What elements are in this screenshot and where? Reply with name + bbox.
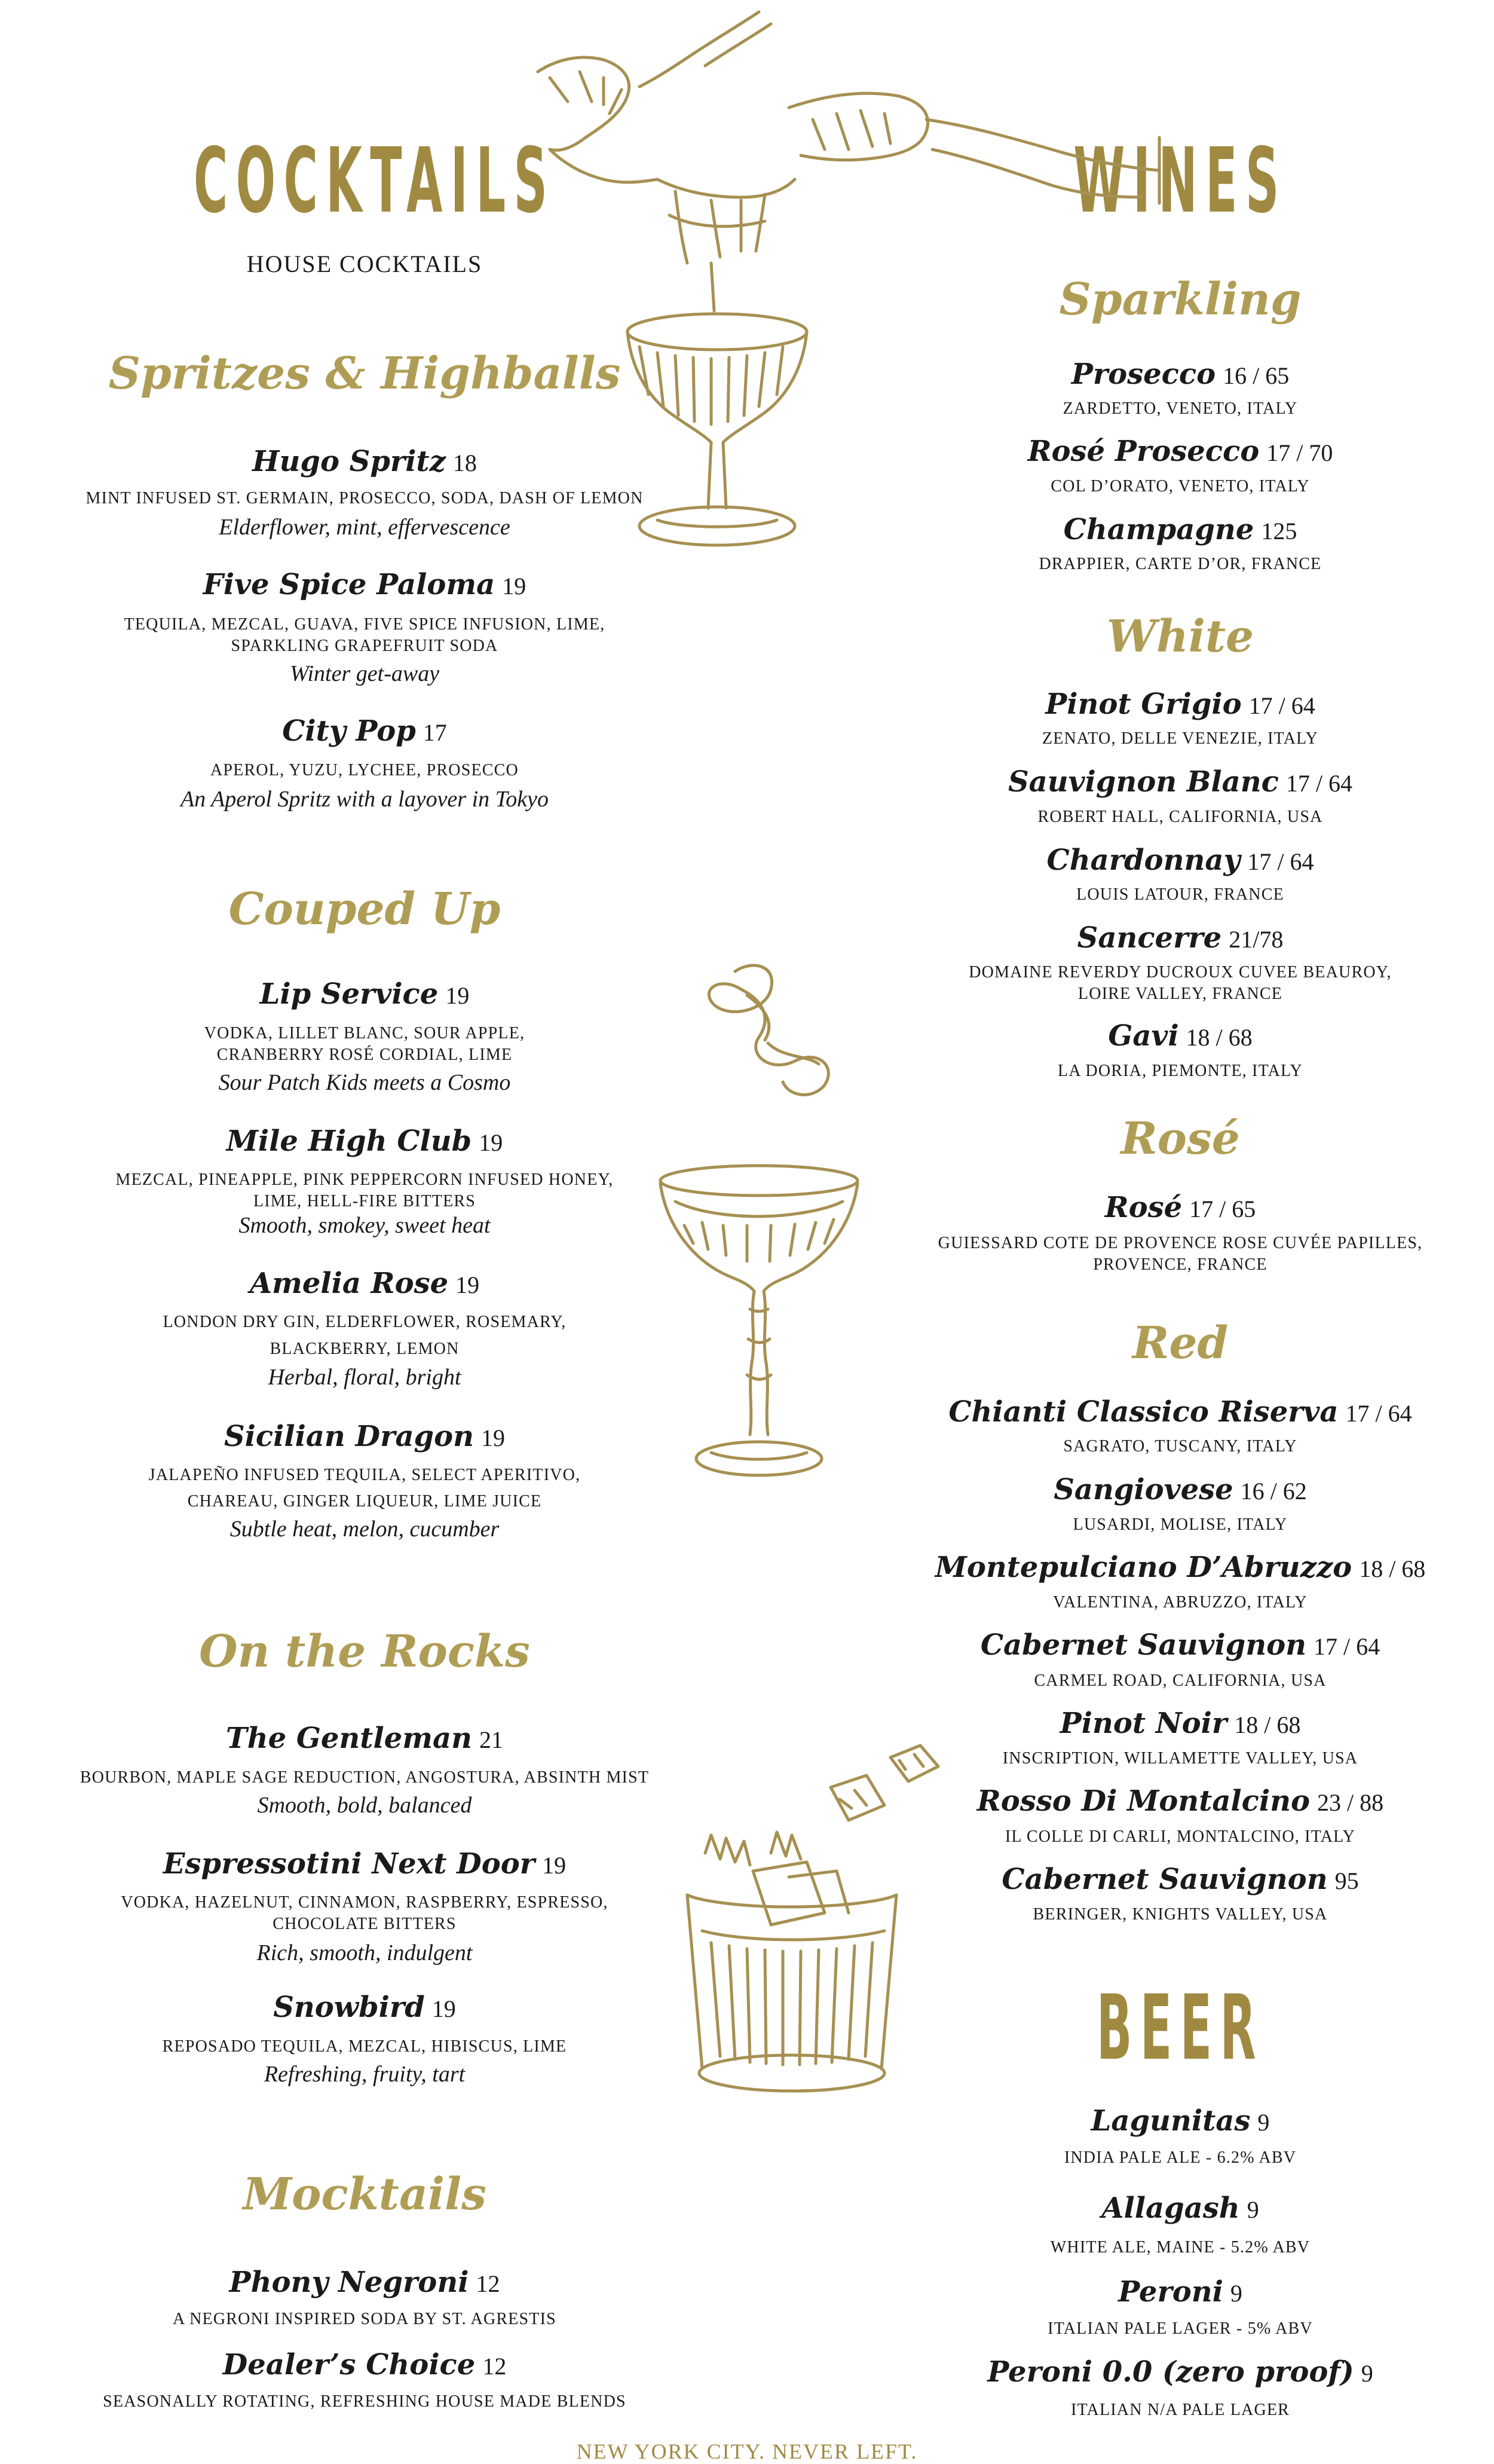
item-price: 9 bbox=[1361, 2360, 1373, 2387]
item-name: Hugo Spritz bbox=[252, 445, 446, 478]
item-producer: LOUIS LATOUR, FRANCE bbox=[1076, 885, 1284, 904]
item-ingredients: CHOCOLATE BITTERS bbox=[273, 1915, 457, 1933]
item-name: Champagne bbox=[1063, 513, 1254, 546]
item-producer: BERINGER, KNIGHTS VALLEY, USA bbox=[1033, 1905, 1328, 1924]
wine-item-sauvignon-blanc bbox=[884, 765, 1476, 799]
item-tagline: Winter get-away bbox=[289, 661, 440, 686]
beer-title: BEER bbox=[1096, 1976, 1265, 2080]
item-ingredients: LONDON DRY GIN, ELDERFLOWER, ROSEMARY, bbox=[163, 1313, 567, 1331]
item-ingredients: TEQUILA, MEZCAL, GUAVA, FIVE SPICE INFUSION, LIME, bbox=[124, 615, 605, 634]
item-producer: ROBERT HALL, CALIFORNIA, USA bbox=[1037, 808, 1323, 826]
item-tagline: Smooth, bold, balanced bbox=[257, 1793, 472, 1818]
item-ingredients: SEASONALLY ROTATING, REFRESHING HOUSE MADE BLENDS bbox=[103, 2392, 626, 2411]
item-producer: INSCRIPTION, WILLAMETTE VALLEY, USA bbox=[1002, 1749, 1358, 1768]
wine-item-chianti-classico-riserva bbox=[884, 1395, 1476, 1429]
item-ingredients: APEROL, YUZU, LYCHEE, PROSECCO bbox=[210, 761, 519, 779]
item-tagline: Smooth, smokey, sweet heat bbox=[238, 1213, 491, 1238]
section-title-white: White bbox=[1106, 611, 1254, 662]
item-name: Mile High Club bbox=[226, 1124, 472, 1158]
item-name: Pinot Noir bbox=[1060, 1707, 1227, 1740]
item-price: 17 / 64 bbox=[1345, 1400, 1412, 1427]
item-price: 17 / 65 bbox=[1189, 1196, 1256, 1222]
item-name: Lagunitas bbox=[1091, 2104, 1251, 2138]
item-ingredients: VODKA, HAZELNUT, CINNAMON, RASPBERRY, ESPRESSO, bbox=[121, 1893, 608, 1912]
item-name: Phony Negroni bbox=[229, 2266, 469, 2299]
item-producer: COL D’ORATO, VENETO, ITALY bbox=[1051, 477, 1310, 496]
item-style: WHITE ALE, MAINE - 5.2% ABV bbox=[1050, 2238, 1311, 2257]
item-name: Five Spice Paloma bbox=[203, 568, 495, 601]
item-name: Amelia Rose bbox=[249, 1267, 449, 1300]
item-price: 18 / 68 bbox=[1359, 1555, 1426, 1582]
wine-item-sancerre bbox=[884, 921, 1476, 955]
item-producer: PROVENCE, FRANCE bbox=[1093, 1255, 1268, 1274]
item-tagline: Sour Patch Kids meets a Cosmo bbox=[218, 1070, 511, 1095]
item-tagline: Elderflower, mint, effervescence bbox=[219, 515, 510, 540]
item-name: The Gentleman bbox=[225, 1722, 473, 1755]
item-price: 21/78 bbox=[1229, 926, 1284, 953]
item-name: Peroni bbox=[1118, 2275, 1223, 2309]
item-price: 19 bbox=[481, 1424, 506, 1451]
item-producer: DOMAINE REVERDY DUCROUX CUVEE BEAUROY, bbox=[969, 963, 1392, 982]
item-price: 18 / 68 bbox=[1234, 1711, 1301, 1738]
item-ingredients: MEZCAL, PINEAPPLE, PINK PEPPERCORN INFUSED HONEY, bbox=[115, 1170, 614, 1189]
item-name: Gavi bbox=[1108, 1019, 1179, 1053]
item-ingredients: JALAPEÑO INFUSED TEQUILA, SELECT APERITIVO, bbox=[148, 1466, 581, 1484]
item-price: 9 bbox=[1257, 2109, 1270, 2136]
house-cocktails-subtitle: HOUSE COCKTAILS bbox=[246, 250, 483, 277]
wine-item-cabernet-sauvignon bbox=[884, 1628, 1476, 1662]
item-ingredients: A NEGRONI INSPIRED SODA BY ST. AGRESTIS bbox=[173, 2310, 556, 2328]
item-price: 21 bbox=[479, 1726, 504, 1753]
menu-item-mile-high-club bbox=[36, 1124, 693, 1158]
item-name: Cabernet Sauvignon bbox=[980, 1628, 1307, 1662]
item-price: 18 bbox=[452, 450, 477, 476]
beer-item-lagunitas bbox=[884, 2104, 1476, 2138]
pouring-hand-illustration bbox=[514, 0, 1291, 574]
item-producer: VALENTINA, ABRUZZO, ITALY bbox=[1053, 1593, 1308, 1612]
beer-item-peroni bbox=[884, 2275, 1476, 2309]
item-price: 9 bbox=[1230, 2280, 1242, 2307]
item-tagline: Rich, smooth, indulgent bbox=[256, 1940, 473, 1965]
cocktail-glass-illustration bbox=[651, 1160, 867, 1494]
item-price: 23 / 88 bbox=[1317, 1789, 1384, 1816]
item-name: Sangiovese bbox=[1054, 1473, 1233, 1506]
section-title-rose: Rosé bbox=[1120, 1113, 1240, 1164]
menu-item-sicilian-dragon bbox=[36, 1420, 693, 1453]
item-name: Prosecco bbox=[1071, 357, 1216, 391]
item-producer: LOIRE VALLEY, FRANCE bbox=[1077, 985, 1283, 1003]
item-price: 17 bbox=[423, 719, 447, 746]
wine-item-gavi bbox=[884, 1019, 1476, 1053]
item-name: City Pop bbox=[282, 714, 416, 748]
menu-item-amelia-rose bbox=[36, 1267, 693, 1300]
item-style: INDIA PALE ALE - 6.2% ABV bbox=[1064, 2148, 1297, 2167]
wine-item-montepulciano-dabruzzo bbox=[884, 1551, 1476, 1584]
item-price: 16 / 65 bbox=[1223, 362, 1290, 389]
item-name: Dealer’s Choice bbox=[222, 2348, 476, 2382]
item-tagline: Subtle heat, melon, cucumber bbox=[229, 1517, 500, 1542]
item-price: 16 / 62 bbox=[1240, 1478, 1307, 1505]
section-title-mocktails: Mocktails bbox=[243, 2169, 486, 2220]
item-ingredients: CHAREAU, GINGER LIQUEUR, LIME JUICE bbox=[187, 1492, 542, 1511]
item-name: Pinot Grigio bbox=[1045, 687, 1242, 721]
item-price: 17 / 64 bbox=[1285, 770, 1353, 797]
section-title-on-the-rocks: On the Rocks bbox=[199, 1626, 530, 1677]
item-price: 17 / 70 bbox=[1266, 439, 1333, 466]
item-name: Espressotini Next Door bbox=[163, 1847, 535, 1881]
item-price: 19 bbox=[542, 1852, 567, 1879]
item-ingredients: CRANBERRY ROSÉ CORDIAL, LIME bbox=[216, 1045, 513, 1064]
section-title-couped-up: Couped Up bbox=[228, 884, 501, 935]
item-price: 19 bbox=[445, 982, 470, 1009]
item-price: 17 / 64 bbox=[1248, 692, 1315, 719]
item-name: Rosé Prosecco bbox=[1027, 435, 1260, 468]
item-price: 19 bbox=[479, 1129, 503, 1156]
item-producer: IL COLLE DI CARLI, MONTALCINO, ITALY bbox=[1005, 1827, 1356, 1846]
item-name: Chianti Classico Riserva bbox=[948, 1395, 1339, 1429]
item-name: Cabernet Sauvignon bbox=[1002, 1863, 1328, 1896]
item-price: 12 bbox=[482, 2353, 507, 2380]
section-title-red: Red bbox=[1132, 1317, 1229, 1369]
item-producer: ZARDETTO, VENETO, ITALY bbox=[1063, 399, 1298, 418]
item-name: Sicilian Dragon bbox=[224, 1420, 474, 1453]
item-tagline: An Aperol Spritz with a layover in Tokyo bbox=[180, 787, 549, 812]
wines-title: WINES bbox=[1073, 129, 1287, 233]
item-tagline: Herbal, floral, bright bbox=[268, 1365, 461, 1390]
wine-item-chardonnay bbox=[884, 843, 1476, 877]
menu-item-city-pop bbox=[36, 714, 693, 748]
item-price: 12 bbox=[476, 2270, 500, 2297]
item-price: 19 bbox=[431, 1995, 456, 2022]
menu-item-phony-negroni bbox=[36, 2266, 693, 2299]
item-ingredients: BLACKBERRY, LEMON bbox=[270, 1340, 460, 1358]
item-price: 17 / 64 bbox=[1247, 848, 1314, 875]
item-producer: LUSARDI, MOLISE, ITALY bbox=[1073, 1515, 1288, 1534]
item-ingredients: LIME, HELL-FIRE BITTERS bbox=[253, 1192, 476, 1210]
menu-item-dealers-choice bbox=[36, 2348, 693, 2382]
item-ingredients: VODKA, LILLET BLANC, SOUR APPLE, bbox=[204, 1024, 525, 1043]
beer-item-allagash bbox=[884, 2191, 1476, 2225]
wine-item-pinot-grigio bbox=[884, 687, 1476, 721]
menu-item-lip-service bbox=[36, 977, 693, 1011]
rocks-glass-illustration bbox=[669, 1734, 980, 2104]
citrus-twist-illustration bbox=[699, 953, 855, 1109]
item-price: 19 bbox=[455, 1271, 480, 1298]
wine-item-rose bbox=[884, 1191, 1476, 1224]
item-ingredients: MINT INFUSED ST. GERMAIN, PROSECCO, SODA, DASH OF LEMON bbox=[85, 489, 644, 508]
item-ingredients: SPARKLING GRAPEFRUIT SODA bbox=[231, 637, 498, 655]
item-tagline: Refreshing, fruity, tart bbox=[264, 2062, 466, 2087]
item-producer: CARMEL ROAD, CALIFORNIA, USA bbox=[1034, 1671, 1327, 1690]
menu-item-the-gentleman bbox=[36, 1722, 693, 1755]
menu-item-snowbird bbox=[36, 1991, 693, 2024]
wine-item-sangiovese bbox=[884, 1473, 1476, 1506]
footer-tagline: NEW YORK CITY. NEVER LEFT. bbox=[576, 2439, 918, 2463]
item-name: Rosé bbox=[1104, 1191, 1183, 1224]
item-ingredients: REPOSADO TEQUILA, MEZCAL, HIBISCUS, LIME bbox=[162, 2037, 567, 2056]
item-price: 17 / 64 bbox=[1314, 1633, 1380, 1660]
item-producer: GUIESSARD COTE DE PROVENCE ROSE CUVÉE PAPILLES, bbox=[938, 1234, 1423, 1252]
cocktails-title: COCKTAILS bbox=[194, 129, 556, 233]
item-name: Rosso Di Montalcino bbox=[976, 1784, 1311, 1818]
menu-item-espressotini-next-door bbox=[36, 1847, 693, 1881]
item-style: ITALIAN PALE LAGER - 5% ABV bbox=[1048, 2319, 1313, 2338]
item-producer: DRAPPIER, CARTE D’OR, FRANCE bbox=[1039, 555, 1322, 573]
section-title-spritzes-highballs: Spritzes & Highballs bbox=[108, 348, 621, 399]
item-style: ITALIAN N/A PALE LAGER bbox=[1070, 2401, 1290, 2419]
item-name: Sancerre bbox=[1077, 921, 1222, 955]
item-price: 9 bbox=[1247, 2196, 1259, 2223]
beer-item-peroni-zero bbox=[884, 2355, 1476, 2389]
item-name: Peroni 0.0 (zero proof) bbox=[987, 2355, 1354, 2389]
section-title-sparkling: Sparkling bbox=[1059, 274, 1302, 325]
item-price: 18 / 68 bbox=[1186, 1024, 1253, 1051]
item-name: Chardonnay bbox=[1046, 843, 1241, 877]
item-producer: SAGRATO, TUSCANY, ITALY bbox=[1063, 1437, 1297, 1456]
item-price: 95 bbox=[1334, 1867, 1359, 1894]
item-name: Montepulciano D’Abruzzo bbox=[935, 1551, 1352, 1584]
item-name: Snowbird bbox=[273, 1991, 425, 2024]
item-name: Sauvignon Blanc bbox=[1008, 765, 1279, 799]
item-price: 19 bbox=[502, 573, 526, 600]
item-name: Allagash bbox=[1101, 2191, 1240, 2225]
item-producer: ZENATO, DELLE VENEZIE, ITALY bbox=[1042, 729, 1319, 748]
item-ingredients: BOURBON, MAPLE SAGE REDUCTION, ANGOSTURA, ABSINTH MIST bbox=[79, 1768, 650, 1787]
item-name: Lip Service bbox=[259, 977, 439, 1011]
item-producer: LA DORIA, PIEMONTE, ITALY bbox=[1058, 1062, 1303, 1080]
item-price: 125 bbox=[1261, 518, 1297, 545]
